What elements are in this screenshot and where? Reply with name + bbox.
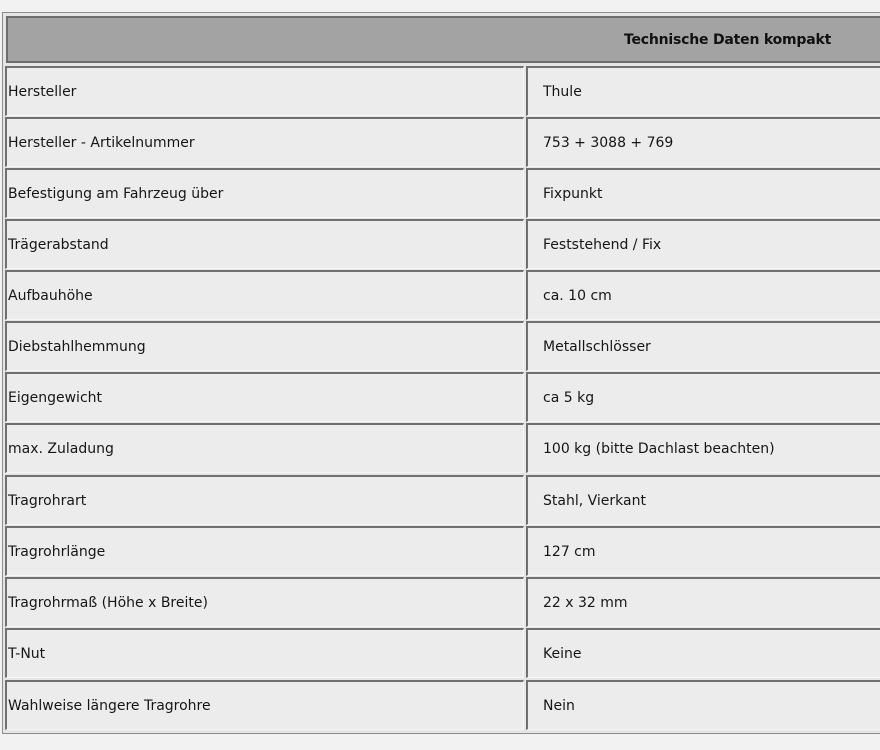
- spec-value: ca 5 kg: [526, 372, 880, 422]
- spec-label: Tragrohrlänge: [5, 526, 524, 576]
- spec-label: Tragrohrmaß (Höhe x Breite): [5, 577, 524, 627]
- table-row: [0, 219, 880, 270]
- spec-label: max. Zuladung: [5, 423, 524, 473]
- table-row: [0, 423, 880, 474]
- spec-label: Tragrohrart: [5, 475, 524, 525]
- spec-value: Keine: [526, 628, 880, 678]
- spec-value: Fixpunkt: [526, 168, 880, 218]
- spec-value: Metallschlösser: [526, 321, 880, 371]
- spec-label: Hersteller - Artikelnummer: [5, 117, 524, 167]
- spec-value: 127 cm: [526, 526, 880, 576]
- spec-value: ca. 10 cm: [526, 270, 880, 320]
- table-row: [0, 321, 880, 372]
- spec-label: Diebstahlhemmung: [5, 321, 524, 371]
- spec-label: Aufbauhöhe: [5, 270, 524, 320]
- spec-label: Eigengewicht: [5, 372, 524, 422]
- spec-label: Befestigung am Fahrzeug über: [5, 168, 524, 218]
- spec-label: Hersteller: [5, 66, 524, 116]
- table-row: [0, 628, 880, 679]
- table-header: [6, 16, 880, 63]
- table-row: [0, 680, 880, 731]
- table-row: [0, 577, 880, 628]
- spec-label: Trägerabstand: [5, 219, 524, 269]
- table-row: [0, 270, 880, 321]
- spec-value: 22 x 32 mm: [526, 577, 880, 627]
- table-title: Technische Daten kompakt: [624, 32, 832, 48]
- spec-label: Wahlweise längere Tragrohre: [5, 680, 524, 730]
- spec-value: Thule: [526, 66, 880, 116]
- table-row: [0, 372, 880, 423]
- spec-value: Stahl, Vierkant: [526, 475, 880, 525]
- table-row: [0, 66, 880, 117]
- spec-value: 100 kg (bitte Dachlast beachten): [526, 423, 880, 473]
- table-row: [0, 475, 880, 526]
- spec-label: T-Nut: [5, 628, 524, 678]
- spec-value: 753 + 3088 + 769: [526, 117, 880, 167]
- spec-value: Feststehend / Fix: [526, 219, 880, 269]
- table-row: [0, 117, 880, 168]
- spec-value: Nein: [526, 680, 880, 730]
- table-row: [0, 168, 880, 219]
- table-row: [0, 526, 880, 577]
